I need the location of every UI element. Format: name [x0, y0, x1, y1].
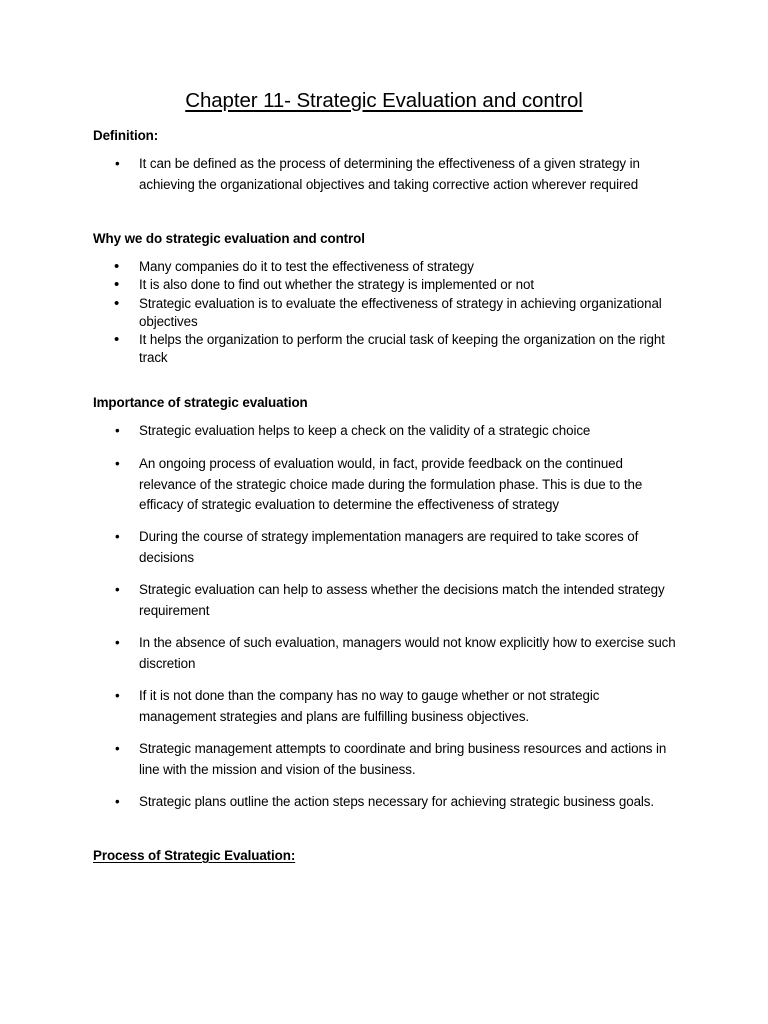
list-item-text: If it is not done than the company has no way to gauge whether or not strategic management strategies and plans are fulfilling business objectives.	[139, 688, 600, 724]
list-item	[0, 454, 679, 516]
list-item	[0, 295, 679, 332]
list-item-text: It is also done to find out whether the strategy is implemented or not	[139, 277, 534, 293]
why-list	[0, 258, 768, 368]
importance-list-5	[0, 633, 768, 674]
list-item-text: During the course of strategy implementation managers are required to take scores of decisions	[139, 529, 639, 565]
bullet-icon: •	[114, 331, 120, 349]
bullet-icon: •	[115, 156, 120, 171]
bullet-icon: •	[114, 276, 120, 294]
importance-list-4	[0, 580, 768, 621]
list-item	[0, 527, 679, 568]
list-item-text: In the absence of such evaluation, managers would not know explicitly how to exercise such discretion	[139, 635, 676, 671]
page-title: Chapter 11- Strategic Evaluation and control	[185, 89, 583, 112]
bullet-icon: •	[115, 741, 120, 756]
list-item	[0, 739, 679, 780]
bullet-icon: •	[115, 688, 120, 703]
importance-list-6	[0, 686, 768, 727]
section-heading-why: Why we do strategic evaluation and control	[93, 231, 365, 246]
list-item	[0, 421, 679, 442]
importance-list-3	[0, 527, 768, 568]
list-item-text: Many companies do it to test the effectiveness of strategy	[139, 259, 474, 274]
list-item-text: It helps the organization to perform the crucial task of keeping the organization on the right track	[139, 332, 665, 366]
bullet-icon: •	[115, 794, 120, 809]
list-item-text: Strategic evaluation is to evaluate the effectiveness of strategy in achieving organizational objectives	[139, 295, 662, 329]
list-item-text: Strategic evaluation helps to keep a check on the validity of a strategic choice	[139, 423, 591, 438]
bullet-icon: •	[114, 294, 120, 312]
list-item	[0, 331, 679, 368]
importance-list-1	[0, 421, 768, 442]
list-item-text: An ongoing process of evaluation would, in fact, provide feedback on the continued relevance of the strategic choice made during the formulation phase. This is due to the efficacy of strategic evaluation to determine the effectiveness of strategy	[139, 456, 643, 512]
list-item	[0, 276, 679, 294]
list-item-text: Strategic management attempts to coordinate and bring business resources and actions in line with the mission and vision of the business.	[139, 741, 667, 777]
bullet-icon: •	[115, 582, 120, 597]
list-item-text: Strategic evaluation can help to assess whether the decisions match the intended strategy requirement	[139, 582, 665, 618]
list-item	[0, 792, 679, 813]
importance-list-8	[0, 792, 768, 813]
bullet-icon: •	[115, 529, 120, 544]
section-heading-definition: Definition:	[93, 128, 159, 143]
list-item	[0, 686, 679, 727]
list-item	[0, 258, 679, 276]
list-item-text: It can be defined as the process of determining the effectiveness of a given strategy in achieving the organizational objectives and taking corrective action wherever required	[139, 156, 640, 192]
list-item	[0, 154, 679, 195]
bullet-icon: •	[114, 258, 120, 275]
section-heading-process: Process of Strategic Evaluation:	[93, 848, 296, 863]
bullet-icon: •	[115, 456, 120, 471]
importance-list-7	[0, 739, 768, 780]
list-item	[0, 633, 679, 674]
bullet-icon: •	[115, 423, 120, 438]
importance-list-2	[0, 454, 768, 516]
bullet-icon: •	[115, 635, 120, 650]
list-item	[0, 580, 679, 621]
section-heading-importance: Importance of strategic evaluation	[93, 395, 308, 410]
definition-list	[0, 154, 768, 195]
list-item-text: Strategic plans outline the action steps necessary for achieving strategic business goals.	[139, 794, 655, 809]
